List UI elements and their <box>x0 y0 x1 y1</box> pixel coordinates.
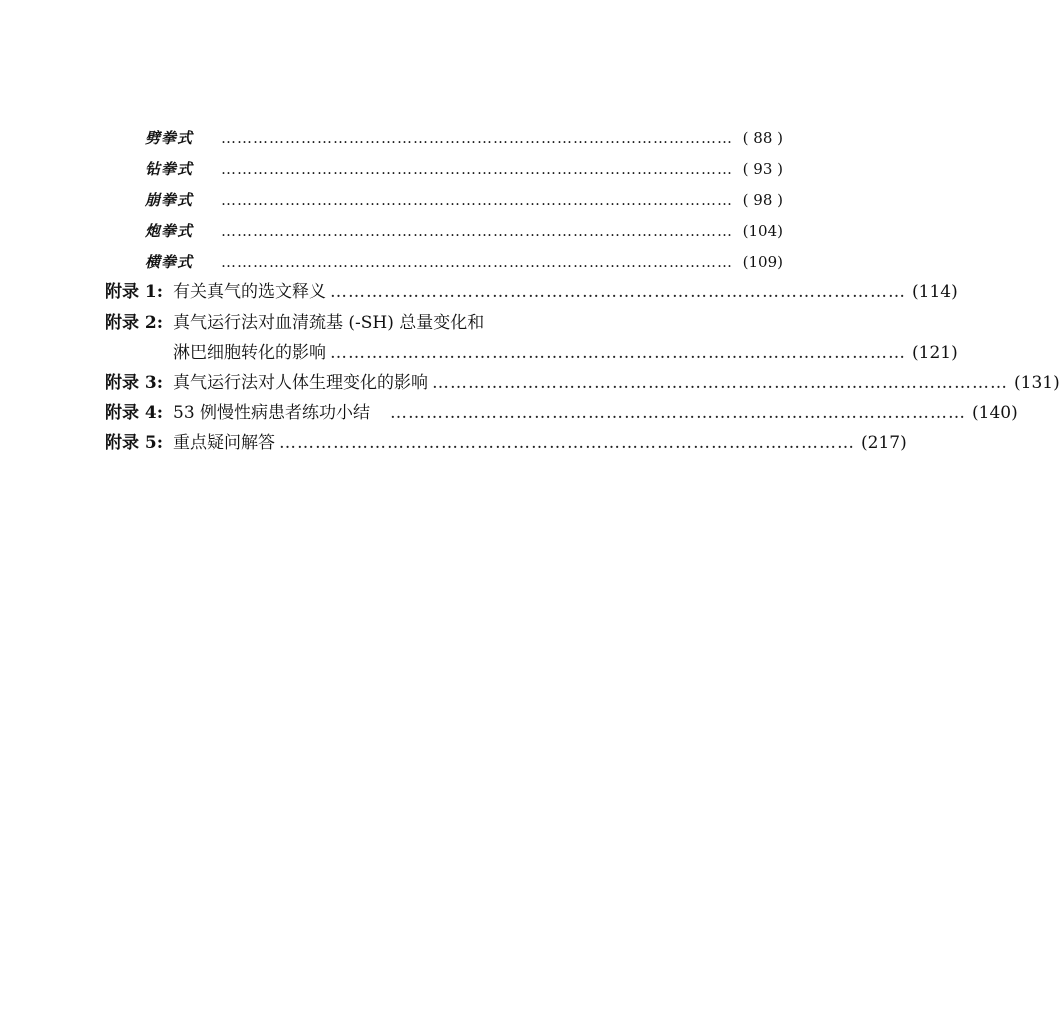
appendix-label: 附录 5: <box>105 433 164 453</box>
toc-entry-title: 炮拳式 <box>145 222 194 240</box>
toc-page-number: (121) <box>912 343 958 363</box>
toc-leader: …………………………………………………………………………………… <box>221 253 733 271</box>
toc-page-number: ( 98 ) <box>742 191 783 209</box>
toc-page-number: (109) <box>742 253 783 271</box>
appendix-label: 附录 4: <box>105 403 164 423</box>
appendix-title: 53 例慢性病患者练功小结 <box>173 403 371 423</box>
toc-leader: …………………………………………………………………………………… <box>221 129 733 147</box>
toc-page-number: ( 93 ) <box>742 160 783 178</box>
appendix-title: 真气运行法对血清巯基 (-SH) 总量变化和 <box>173 313 485 333</box>
toc-leader: …………………………………………………………………………………… <box>221 160 733 178</box>
appendix-title: 真气运行法对人体生理变化的影响 <box>173 373 428 393</box>
toc-leader: …………………………………………………………………………………… <box>221 191 733 209</box>
toc-entry-title: 钻拳式 <box>145 160 194 178</box>
toc-entry-title: 崩拳式 <box>145 191 194 209</box>
toc-leader: …………………………………………………………………………………… <box>279 433 855 453</box>
toc-page-number: (217) <box>861 433 907 453</box>
toc-entry-title: 劈拳式 <box>145 129 194 147</box>
toc-page-number: (114) <box>912 282 958 302</box>
toc-page-number: ( 88 ) <box>742 129 783 147</box>
toc-appendix-2 <box>105 313 603 333</box>
appendix-label: 附录 2: <box>105 313 164 333</box>
toc-entry-pao-quan <box>145 221 783 241</box>
appendix-label: 附录 1: <box>105 282 164 302</box>
toc-leader: …………………………………………………………………………………… <box>221 222 733 240</box>
toc-leader: …………………………………………………………………………………… <box>330 343 906 363</box>
toc-page-number: (131) <box>1014 373 1060 393</box>
appendix-title-continued: 淋巴细胞转化的影响 <box>173 343 326 363</box>
toc-page-number: (104) <box>742 222 783 240</box>
toc-entry-zuan-quan <box>145 159 783 179</box>
toc-entry-beng-quan <box>145 190 783 210</box>
toc-entry-pi-quan <box>145 128 783 148</box>
toc-appendix-5 <box>105 433 907 453</box>
toc-entry-heng-quan <box>145 252 783 272</box>
toc-leader: …………………………………………………………………………………… <box>330 282 906 302</box>
appendix-title: 重点疑问解答 <box>173 433 275 453</box>
appendix-title: 有关真气的选文释义 <box>173 282 326 302</box>
toc-appendix-3 <box>105 373 1060 393</box>
toc-page-number: (140) <box>972 403 1018 423</box>
toc-appendix-4 <box>105 403 1018 423</box>
toc-leader: …………………………………………………………………………………… <box>390 403 967 423</box>
toc-entry-title: 横拳式 <box>145 253 194 271</box>
toc-appendix-2-continued <box>173 343 958 363</box>
toc-leader: …………………………………………………………………………………… <box>432 373 1008 393</box>
toc-appendix-1 <box>105 282 958 302</box>
appendix-label: 附录 3: <box>105 373 164 393</box>
